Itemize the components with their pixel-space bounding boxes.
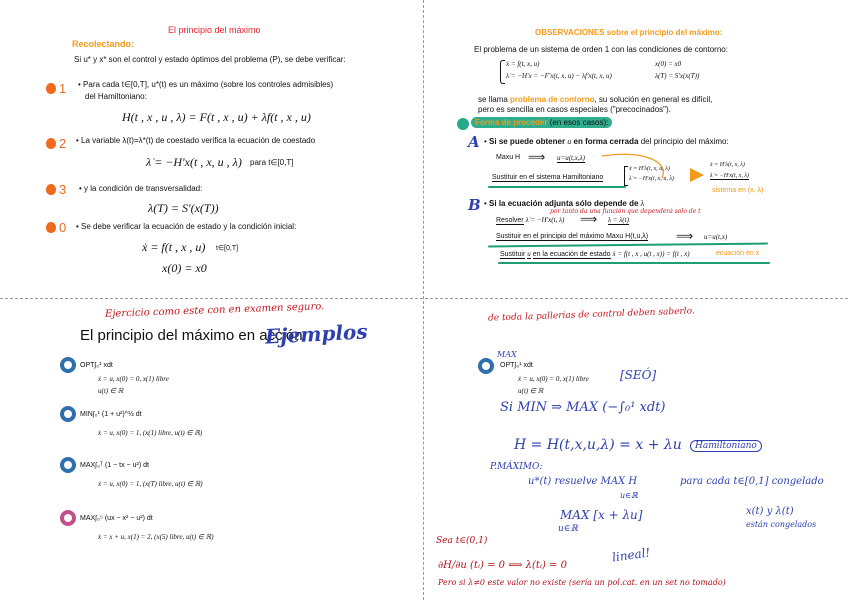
initial-condition: x(0) = x0 (162, 261, 207, 275)
ex1-condition-1: ẋ = u, x(0) = 0, x(1) libre (98, 375, 169, 383)
a-brace (624, 166, 628, 186)
section-b-marker: B (468, 196, 481, 214)
item4-text: • Se debe verificar la ecuación de estado y la condición inicial: (76, 222, 297, 231)
a-max: Maxu H (496, 154, 521, 161)
ex2-objective: MIN∫₀¹ (1 + u²)^½ dt (80, 411, 142, 418)
item1-text-b: del Hamiltoniano: (85, 92, 147, 101)
green-underline (498, 262, 770, 264)
item3-text: • y la condición de transversalidad: (79, 184, 203, 193)
b-resolver-label: Resolver (496, 217, 524, 224)
ex4-condition: ẋ = x + u, x(1) = 2, (x(5) libre, u(t) ∈ ℝ) (98, 533, 214, 541)
b-sustituir-2 (500, 250, 690, 258)
item2-number: 2 (59, 136, 67, 151)
item1-text-a: Para cada t∈[0,T], u*(t) es un máximo (sobre los controles admisibles) (83, 80, 334, 89)
forma-label: Forma de proceder (475, 118, 548, 127)
a-system-1: ẋ = H′λ(t, x, u, λ) (629, 166, 670, 172)
vertical-divider (423, 0, 425, 600)
handwritten-lineal: lineal! (611, 545, 652, 565)
orange-arrow-icon (690, 168, 704, 182)
slide2-title: OBSERVACIONES sobre el principio del máximo: (535, 28, 723, 37)
slide1-title: El principio del máximo (168, 25, 261, 35)
green-underline (488, 243, 768, 248)
a-sistema-label: sistema en (x, λ) (712, 187, 764, 194)
handwritten-sea: Sea t∈(0,1) (436, 536, 488, 546)
p1-post: , su solución en general es difícil, (594, 95, 713, 104)
section-b-text: • Si la ecuación adjunta sólo depende de λ (484, 199, 645, 208)
costate-condition: para t∈[0,T] (250, 158, 294, 167)
handwritten-dh: ∂H/∂u (tᵢ) = 0 ⟺ λ(tᵢ) = 0 (438, 560, 567, 571)
costate-equation: λ̇ = −H′x(t , x, u , λ) (146, 155, 242, 169)
b-sust2-pre: Sustituir (500, 251, 526, 258)
handwritten-hamiltonian: H = H(t,x,u,λ) = x + λu (514, 437, 682, 453)
item2-text: • La variable λ(t)=λ*(t) de coestado verifica la ecuación de coestado (76, 136, 316, 145)
section-a-marker: A (468, 133, 480, 151)
handwritten-pero: Pero si λ≠0 este valor no existe (sería un pol.cat. en un set no tomado) (438, 578, 726, 587)
teal-dot-icon (457, 118, 469, 130)
handwritten-pmax: P.MÁXIMO: (490, 462, 543, 472)
a-result: u=u(t,x,λ) (557, 154, 585, 162)
handwritten-maxx: MAX [x + λu] (560, 508, 643, 522)
item3-text-content: y la condición de transversalidad: (84, 184, 203, 193)
b-text-3: λ (640, 199, 645, 208)
b-result-u: u=u(t,x) (704, 233, 728, 241)
ex1-condition-1-copy: ẋ = u, x(0) = 0, x(1) libre (518, 375, 589, 383)
handwritten-hamil-note: Hamiltoniano (690, 440, 762, 452)
item4-number: 0 (59, 220, 67, 235)
system-line-2: λ̇ = −H′x = −F′x(t, x, u) − λf′x(t, x, u) (506, 72, 612, 80)
handwritten-ejemplos: Ejemplos (264, 319, 369, 349)
slide3-title: El principio del máximo en acción: (80, 327, 307, 344)
handwritten-max: MAX (497, 350, 517, 359)
transversality-equation: λ(T) = S′(x(T)) (148, 201, 219, 215)
ex3-objective: MAX∫₀ᵀ (1 − tx − u²) dt (80, 462, 149, 469)
item3-number: 3 (59, 182, 67, 197)
a-text-1: Si se puede obtener (489, 137, 566, 146)
state-condition: t∈[0,T] (216, 245, 239, 252)
state-equation: ẋ = f(t , x , u) (142, 240, 206, 254)
ex3-condition: ẋ = u, x(0) = 1, (x(T) libre, u(t) ∈ ℝ) (98, 480, 203, 488)
b-result: λ = λ(t) (608, 216, 629, 224)
green-underline (488, 186, 626, 188)
handwritten-note-top: de toda la pallerias de control deben saberlo. (487, 306, 695, 324)
handwritten-step1: u*(t) resuelve MAX H (528, 476, 638, 487)
ex2-condition: ẋ = u, x(0) = 1, (x(1) libre, u(t) ∈ ℝ) (98, 429, 203, 437)
ex1-objective: OPT∫₀¹ xdt (80, 362, 113, 369)
arrow-icon: ⟹ (528, 150, 546, 164)
example-2-badge-icon (60, 406, 76, 422)
ex1-condition-2-copy: u(t) ∈ ℝ (518, 387, 544, 395)
a-text-2: u (567, 137, 572, 146)
handwritten-maxx-sub: u∈ℝ (558, 524, 578, 534)
forma-post: (en esos casos): (547, 118, 609, 127)
arrow-icon: ⟹ (580, 212, 598, 226)
ex1-condition-2: u(t) ∈ ℝ (98, 387, 124, 395)
handwritten-step1-sub: u∈ℝ (620, 491, 638, 500)
handwritten-si-min: Si MIN ⇒ MAX (−∫₀¹ xdt) (500, 400, 666, 415)
apple-bullet-icon (46, 83, 56, 94)
example-3-badge-icon (60, 457, 76, 473)
item2-text-content: La variable λ(t)=λ*(t) de coestado verifica la ecuación de coestado (81, 136, 316, 145)
p1-pre: se llama (478, 95, 508, 104)
slide2-intro: El problema de un sistema de orden 1 con las condiciones de contorno: (474, 45, 728, 54)
hamiltonian-equation: H(t , x , u , λ) = F(t , x , u) + λf(t , x , u) (122, 110, 311, 124)
slide1-subtitle: Recolectando: (72, 39, 135, 49)
ex1-objective-copy: OPT∫₀¹ xdt (500, 362, 533, 369)
handwritten-xl: x(t) y λ(t) (746, 506, 794, 517)
a-output-2: λ̇ = −H′x(t, x, λ) (710, 173, 749, 179)
a-output-1: ẋ = H′λ(t, x, λ) (710, 162, 745, 168)
b-equation: λ̇ = −H′x(t, λ) (525, 216, 565, 224)
example-4-badge-icon (60, 510, 76, 526)
apple-bullet-icon (46, 222, 56, 233)
a-sustituir: Sustituir en el sistema Hamiltoniano (492, 174, 604, 181)
b-out-label: ecuación en x (716, 250, 760, 257)
section-a-text: • Si se puede obtener u en forma cerrada del principio del máximo: (484, 137, 729, 146)
item4-text-content: Se debe verificar la ecuación de estado y la condición inicial: (81, 222, 297, 231)
b-handnote: por tanto da una función que dependerá solo de t (550, 208, 701, 215)
paragraph-1 (478, 95, 712, 104)
a-text-4: del principio del máximo: (640, 137, 729, 146)
handwritten-xl2: están congelados (746, 520, 817, 529)
item1-text: • Para cada t∈[0,T], u*(t) es un máximo (sobre los controles admisibles) (78, 80, 334, 89)
b-equation-2: ẋ = f(t , x , u(t , x)) = f(t , x) (612, 250, 690, 258)
item1-number: 1 (59, 81, 67, 96)
a-text-3: en forma cerrada (573, 137, 639, 146)
a-system-2: λ̇ = −H′x(t, x, u, λ) (629, 176, 674, 182)
horizontal-divider (0, 298, 848, 300)
b-sust2-u: u (527, 250, 531, 258)
slide1-intro: Si u* y x* son el control y estado óptimos del problema (P), se debe verificar: (74, 55, 346, 64)
apple-bullet-icon (46, 184, 56, 195)
b-text-1: Si la ecuación adjunta (489, 199, 574, 208)
p1-emphasis: problema de contorno (510, 95, 595, 104)
system-right-1: x(0) = x0 (655, 60, 682, 68)
system-right-2: λ(T) = S′x(x(T)) (655, 72, 700, 80)
paragraph-2: pero es sencilla en casos especiales ("precocinados"). (478, 105, 671, 114)
b-resolver (496, 216, 564, 224)
example-1-badge-icon (60, 357, 76, 373)
apple-bullet-icon (46, 138, 56, 149)
system-line-1: ẋ = f(t, x, u) (506, 60, 540, 68)
b-text-2: sólo depende de (575, 199, 639, 208)
b-sustituir-1: Sustituir en el principio del máximo Maxu H(t,u,λ) (496, 233, 649, 240)
b-sust2-post: en la ecuación de estado (532, 251, 611, 258)
system-brace (500, 60, 505, 84)
handwritten-para-cada: para cada t∈[0,1] congelado (680, 476, 824, 487)
arrow-icon: ⟹ (676, 229, 694, 243)
example-1-badge-icon (478, 358, 494, 374)
forma-proceder-chip (471, 117, 612, 128)
ex4-objective: MAX∫₀⁵ (ux − x² − u²) dt (80, 515, 153, 522)
handwritten-note-exam: Ejercicio como este con en examen seguro. (104, 301, 325, 320)
handwritten-seo: [SEÓ] (620, 368, 657, 382)
